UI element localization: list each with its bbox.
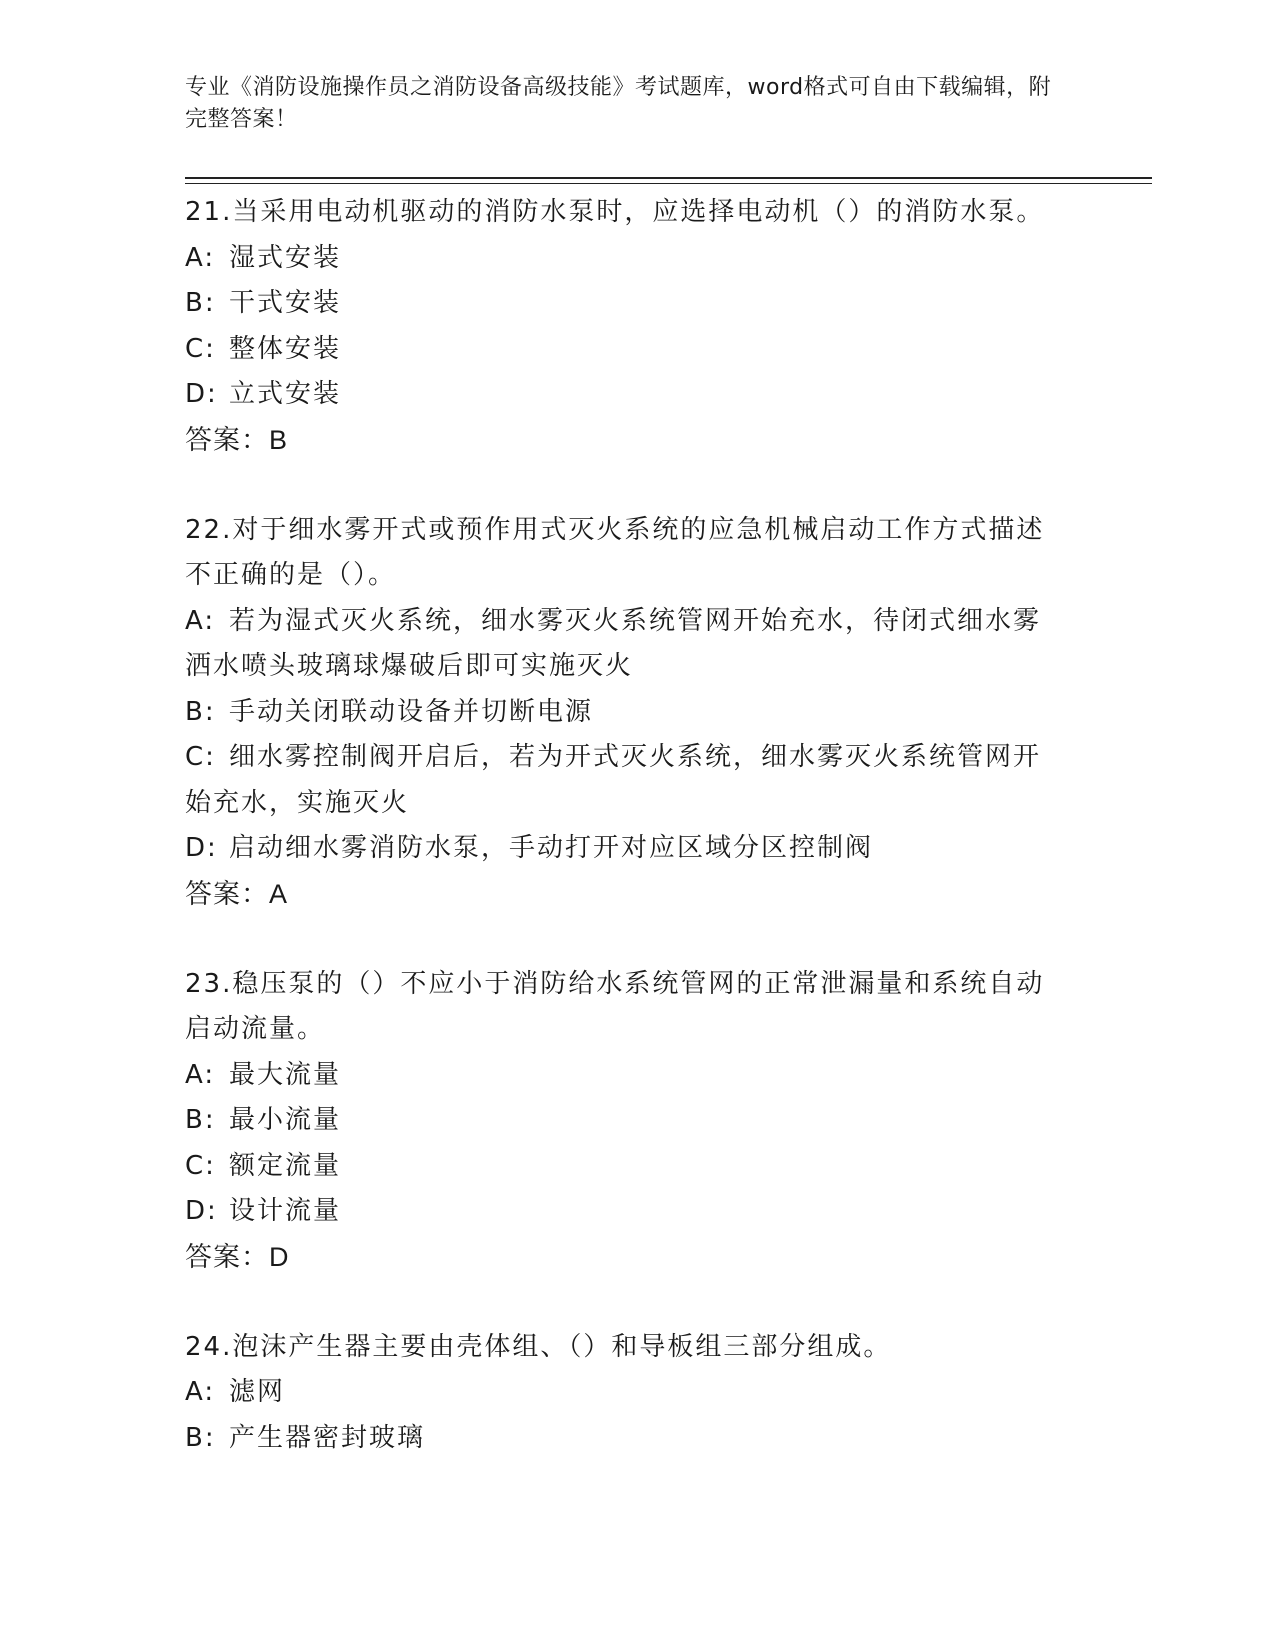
option-label: A: [185, 242, 216, 273]
option-label: B: [185, 696, 216, 727]
question-23 [185, 962, 1065, 1280]
option-text: 湿式安装 [229, 242, 342, 273]
option-text: 细水雾控制阀开启后，若为开式灭火系统，细水雾灭火系统管网开始充水，实施灭火 [185, 742, 1042, 818]
option-a [185, 236, 1065, 282]
option-b [185, 1416, 1065, 1462]
option-b [185, 1098, 1065, 1144]
question-list [185, 190, 1065, 1506]
option-label: B: [185, 288, 216, 318]
option-label: C: [185, 333, 216, 364]
option-text: 手动关闭联动设备并切断电源 [229, 696, 594, 727]
option-text: 整体安装 [229, 333, 342, 364]
question-21 [185, 190, 1065, 463]
option-d [185, 826, 1065, 872]
option-a [185, 1053, 1065, 1099]
option-a [185, 599, 1065, 690]
option-text: 启动细水雾消防水泵，手动打开对应区域分区控制阀 [229, 833, 874, 863]
option-d [185, 372, 1065, 418]
option-c [185, 327, 1065, 373]
option-label: C: [185, 742, 216, 772]
option-text: 额定流量 [229, 1150, 342, 1181]
document-header: 专业《消防设施操作员之消防设备高级技能》考试题库，word格式可自由下载编辑，附完整答案！ [185, 75, 1052, 132]
option-label: D: [185, 1196, 218, 1226]
answer-line: 答案：D [185, 1241, 290, 1272]
answer-line: 答案：A [185, 878, 289, 909]
option-text: 干式安装 [229, 288, 342, 318]
question-24 [185, 1325, 1065, 1462]
option-label: C: [185, 1150, 216, 1181]
option-text: 最小流量 [229, 1105, 342, 1135]
option-c [185, 735, 1065, 826]
question-stem: 22.对于细水雾开式或预作用式灭火系统的应急机械启动工作方式描述不正确的是（）。 [185, 514, 1045, 590]
option-label: B: [185, 1422, 216, 1453]
option-label: D: [185, 833, 218, 863]
option-d [185, 1189, 1065, 1235]
option-b [185, 281, 1065, 327]
option-b [185, 690, 1065, 736]
question-stem: 21.当采用电动机驱动的消防水泵时，应选择电动机（）的消防水泵。 [185, 197, 1045, 227]
option-a [185, 1370, 1065, 1416]
option-label: A: [185, 605, 216, 636]
question-stem: 24.泡沫产生器主要由壳体组、（）和导板组三部分组成。 [185, 1331, 892, 1362]
option-c [185, 1144, 1065, 1190]
option-text: 立式安装 [229, 379, 342, 409]
option-label: D: [185, 379, 218, 409]
header-divider-thin [185, 183, 1152, 184]
option-text: 设计流量 [229, 1196, 342, 1226]
answer-line: 答案：B [185, 424, 289, 455]
question-22 [185, 508, 1065, 917]
option-label: B: [185, 1105, 216, 1135]
option-label: A: [185, 1377, 216, 1407]
option-label: A: [185, 1059, 216, 1090]
option-text: 最大流量 [229, 1059, 342, 1090]
option-text: 滤网 [229, 1377, 286, 1407]
option-text: 产生器密封玻璃 [229, 1422, 426, 1453]
option-text: 若为湿式灭火系统，细水雾灭火系统管网开始充水，待闭式细水雾洒水喷头玻璃球爆破后即可实施灭火 [185, 605, 1042, 681]
header-divider-thick [185, 177, 1152, 179]
question-stem: 23.稳压泵的（）不应小于消防给水系统管网的正常泄漏量和系统自动启动流量。 [185, 968, 1045, 1044]
